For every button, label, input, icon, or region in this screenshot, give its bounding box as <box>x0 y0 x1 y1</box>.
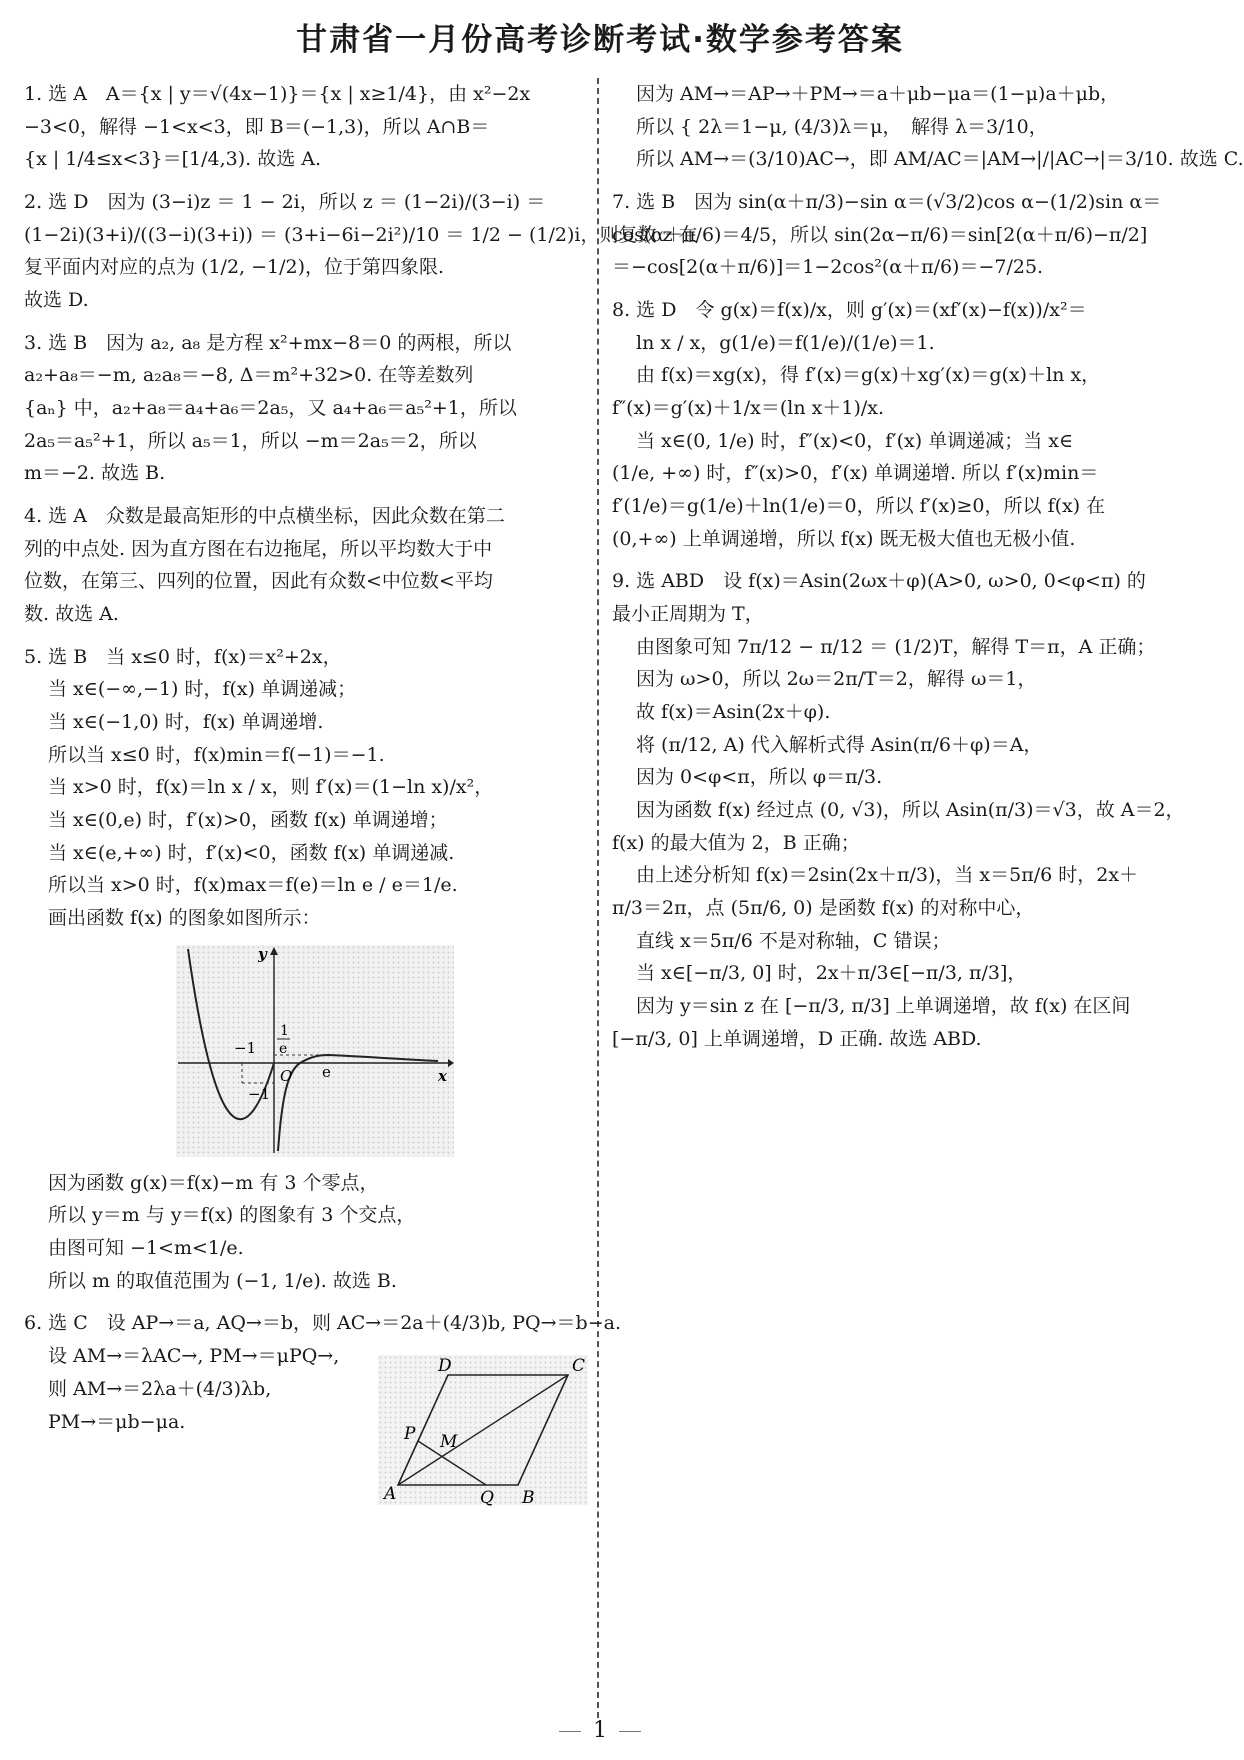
answer-3-line: 3. 选 B 因为 a₂, a₈ 是方程 x²+mx−8＝0 的两根，所以 <box>24 331 512 354</box>
answer-4 <box>24 500 590 631</box>
answer-8-line: 8. 选 D 令 g(x)＝f(x)/x，则 g′(x)＝(xf′(x)−f(x))/x²＝ <box>612 299 1087 322</box>
answer-7-line: 7. 选 B 因为 sin(α＋π/3)−sin α＝(√3/2)cos α−(1/2)sin α＝ <box>612 191 1162 214</box>
answer-1 <box>24 78 590 176</box>
function-graph <box>176 945 454 1157</box>
answer-4-line: 列的中点处. 因为直方图在右边拖尾，所以平均数大于中 <box>24 537 493 560</box>
answer-9-line: 9. 选 ABD 设 f(x)＝Asin(2ωx＋φ)(A>0, ω>0, 0<φ<π) 的 <box>612 570 1146 593</box>
answer-9-line: 故 f(x)＝Asin(2x＋φ). <box>636 701 831 724</box>
answer-9 <box>612 565 1185 1055</box>
right-column <box>612 78 1244 1065</box>
answer-3-line: a₂+a₈＝−m, a₂a₈＝−8, Δ＝m²+32>0. 在等差数列 <box>24 364 474 387</box>
answer-8-line: (0,+∞) 上单调递增，所以 f(x) 既无极大值也无极小值. <box>612 527 1076 550</box>
answer-8-line: 由 f(x)＝xg(x)，得 f′(x)＝g(x)＋xg′(x)＝g(x)＋ln x， <box>636 364 1101 387</box>
answer-5-line: 当 x∈(−∞,−1) 时，f(x) 单调递减； <box>48 678 357 701</box>
answer-6-line: 所以 { 2λ＝1−μ, (4/3)λ＝μ， 解得 λ＝3/10， <box>636 115 1048 138</box>
answer-6-line: PM→＝μb−μa. <box>48 1410 186 1433</box>
point-p-label: P <box>404 1424 416 1445</box>
vertex-a-label: A <box>384 1484 397 1505</box>
answer-5-line: 当 x∈(0,e) 时，f′(x)>0，函数 f(x) 单调递增； <box>48 809 448 832</box>
answer-5-line: 所以当 x≤0 时，f(x)min＝f(−1)＝−1. <box>48 743 385 766</box>
answer-6-line: 设 AM→＝λAC→, PM→＝μPQ→, <box>48 1345 340 1368</box>
answer-3-line: {aₙ} 中，a₂+a₈＝a₄+a₆＝2a₅，又 a₄+a₆＝a₅²+1，所以 <box>24 397 517 420</box>
answer-5-line: 所以 y＝m 与 y＝f(x) 的图象有 3 个交点， <box>48 1204 416 1227</box>
e-label: e <box>322 1062 331 1081</box>
vertex-d-label: D <box>438 1356 452 1377</box>
answer-3-line: 2a₅＝a₅²+1，所以 a₅＝1，所以 −m＝2a₅＝2，所以 <box>24 429 477 452</box>
one-over-e-denominator: e <box>279 1040 288 1057</box>
answer-9-line: π/3＝2π，点 (5π/6, 0) 是函数 f(x) 的对称中心， <box>612 897 1035 920</box>
neg1-x-label: −1 <box>234 1038 257 1057</box>
answer-1-line: {x | 1/4≤x<3}＝[1/4,3). 故选 A. <box>24 148 322 171</box>
answer-1-line: 1. 选 A A＝{x | y＝√(4x−1)}＝{x | x≥1/4}，由 x²−2x <box>24 83 531 105</box>
answer-5-line: 所以当 x>0 时，f(x)max＝f(e)＝ln e / e＝1/e. <box>48 874 458 897</box>
answer-9-line: 最小正周期为 T， <box>612 603 764 626</box>
y-axis-arrow-icon <box>270 947 278 955</box>
point-q-label: Q <box>480 1488 494 1509</box>
answer-1-line: −3<0，解得 −1<x<3，即 B＝(−1,3)，所以 A∩B＝ <box>24 115 490 138</box>
answer-9-line: 当 x∈[−π/3, 0] 时，2x＋π/3∈[−π/3, π/3]， <box>636 962 1027 985</box>
answer-9-line: f(x) 的最大值为 2，B 正确； <box>612 831 860 854</box>
answer-9-line: 直线 x＝5π/6 不是对称轴，C 错误； <box>636 929 951 952</box>
answer-8-line: 当 x∈(0, 1/e) 时，f″(x)<0，f′(x) 单调递减；当 x∈ <box>636 429 1074 452</box>
answer-5-line: 当 x∈(e,+∞) 时，f′(x)<0，函数 f(x) 单调递减. <box>48 841 455 864</box>
one-over-e-numerator: 1 <box>280 1022 289 1039</box>
answer-6-line: 则 AM→＝2λa＋(4/3)λb, <box>48 1377 272 1400</box>
answer-9-line: [−π/3, 0] 上单调递增，D 正确. 故选 ABD. <box>612 1027 982 1050</box>
y-axis-label: y <box>258 944 267 963</box>
parallelogram-figure <box>378 1355 588 1509</box>
answer-3 <box>24 327 590 490</box>
answer-7 <box>612 186 1178 284</box>
answer-9-line: 由上述分析知 f(x)＝2sin(2x＋π/3)，当 x＝5π/6 时，2x＋ <box>636 864 1139 887</box>
answer-2 <box>24 186 698 317</box>
answer-6 <box>24 1307 622 1509</box>
function-graph-figure <box>176 945 454 1157</box>
answer-8 <box>612 294 1178 555</box>
x-axis-label: x <box>438 1066 447 1085</box>
answer-5-line: 5. 选 B 当 x≤0 时，f(x)＝x²+2x， <box>24 645 342 668</box>
column-divider <box>597 78 599 1718</box>
answer-4-line: 位数，在第三、四列的位置，因此有众数<中位数<平均 <box>24 570 493 593</box>
answer-6-line: 所以 AM→＝(3/10)AC→，即 AM/AC＝|AM→|/|AC→|＝3/10. 故选 C. <box>636 148 1244 171</box>
answer-6-continued <box>612 78 1244 176</box>
lnx-over-x-branch <box>278 1055 438 1151</box>
answer-8-line: f″(x)＝g′(x)＋1/x＝(ln x＋1)/x. <box>612 397 885 420</box>
answer-9-line: 因为函数 f(x) 经过点 (0, √3)，所以 Asin(π/3)＝√3，故 A＝2， <box>636 799 1185 822</box>
answer-5-line: 因为函数 g(x)＝f(x)−m 有 3 个零点， <box>48 1171 379 1194</box>
answer-4-line: 4. 选 A 众数是最高矩形的中点横坐标，因此众数在第二 <box>24 505 505 528</box>
answer-8-line: f′(1/e)＝g(1/e)＋ln(1/e)＝0，所以 f′(x)≥0，所以 f(x) 在 <box>612 495 1106 518</box>
answer-2-line: (1−2i)(3+i)/((3−i)(3+i)) ＝ (3+i−6i−2i²)/10 ＝ 1/2 − (1/2)i，则复数 z 在 <box>24 223 698 246</box>
answer-5-line: 画出函数 f(x) 的图象如图所示： <box>48 907 321 930</box>
answer-9-line: 将 (π/12, A) 代入解析式得 Asin(π/6＋φ)＝A， <box>636 733 1043 756</box>
point-m-label: M <box>440 1432 458 1453</box>
page-number <box>0 1718 1200 1743</box>
vertex-c-label: C <box>572 1356 586 1377</box>
answer-8-line: (1/e, +∞) 时，f″(x)>0，f′(x) 单调递增. 所以 f′(x)min＝ <box>612 462 1099 485</box>
answer-9-line: 因为 0<φ<π，所以 φ＝π/3. <box>636 766 883 789</box>
answer-2-line: 复平面内对应的点为 (1/2, −1/2)，位于第四象限. <box>24 256 445 279</box>
answer-4-line: 数. 故选 A. <box>24 603 119 626</box>
answer-5 <box>24 641 590 935</box>
answer-5-line: 当 x>0 时，f(x)＝ln x / x，则 f′(x)＝(1−ln x)/x²， <box>48 776 494 799</box>
answer-5-line: 当 x∈(−1,0) 时，f(x) 单调递增. <box>48 711 324 734</box>
page-number-dash-left <box>559 1731 581 1732</box>
answer-9-line: 由图象可知 7π/12 − π/12 ＝ (1/2)T，解得 T＝π，A 正确； <box>636 635 1156 658</box>
answer-5-line: 由图可知 −1<m<1/e. <box>48 1237 244 1260</box>
page-number-dash-right <box>619 1731 641 1732</box>
answer-5-conclusion <box>24 1167 590 1298</box>
answer-2-line: 2. 选 D 因为 (3−i)z ＝ 1 − 2i，所以 z ＝ (1−2i)/(3−i) ＝ <box>24 191 546 214</box>
answer-6-line: 因为 AM→＝AP→＋PM→＝a＋μb−μa＝(1−μ)a＋μb， <box>636 83 1120 105</box>
page-title: 甘肃省一月份高考诊断考试·数学参考答案 <box>296 22 904 58</box>
answer-7-line: cos(α＋π/6)＝4/5，所以 sin(2α−π/6)＝sin[2(α＋π/6)−π/2] <box>612 223 1148 246</box>
parallelogram-diagram <box>378 1355 588 1509</box>
answer-6-line: 6. 选 C 设 AP→＝a, AQ→＝b，则 AC→＝2a＋(4/3)b, PQ→＝b−a. <box>24 1312 622 1335</box>
vertex-b-label: B <box>522 1488 535 1509</box>
answer-5-line: 所以 m 的取值范围为 (−1, 1/e). 故选 B. <box>48 1269 397 1292</box>
origin-label: O <box>280 1066 293 1085</box>
neg1-y-label: −1 <box>248 1084 271 1103</box>
page-number-value: 1 <box>593 1718 607 1743</box>
answer-8-line: ln x / x，g(1/e)＝f(1/e)/(1/e)＝1. <box>636 331 935 354</box>
answer-9-line: 因为 y＝sin z 在 [−π/3, π/3] 上单调递增，故 f(x) 在区间 <box>636 995 1131 1018</box>
answer-7-line: ＝−cos[2(α＋π/6)]＝1−2cos²(α＋π/6)＝−7/25. <box>612 256 1044 279</box>
answer-2-line: 故选 D. <box>24 289 89 312</box>
answer-9-line: 因为 ω>0，所以 2ω＝2π/T＝2，解得 ω＝1， <box>636 668 1037 691</box>
x-axis-arrow-icon <box>448 1059 454 1067</box>
answer-3-line: m＝−2. 故选 B. <box>24 462 166 485</box>
